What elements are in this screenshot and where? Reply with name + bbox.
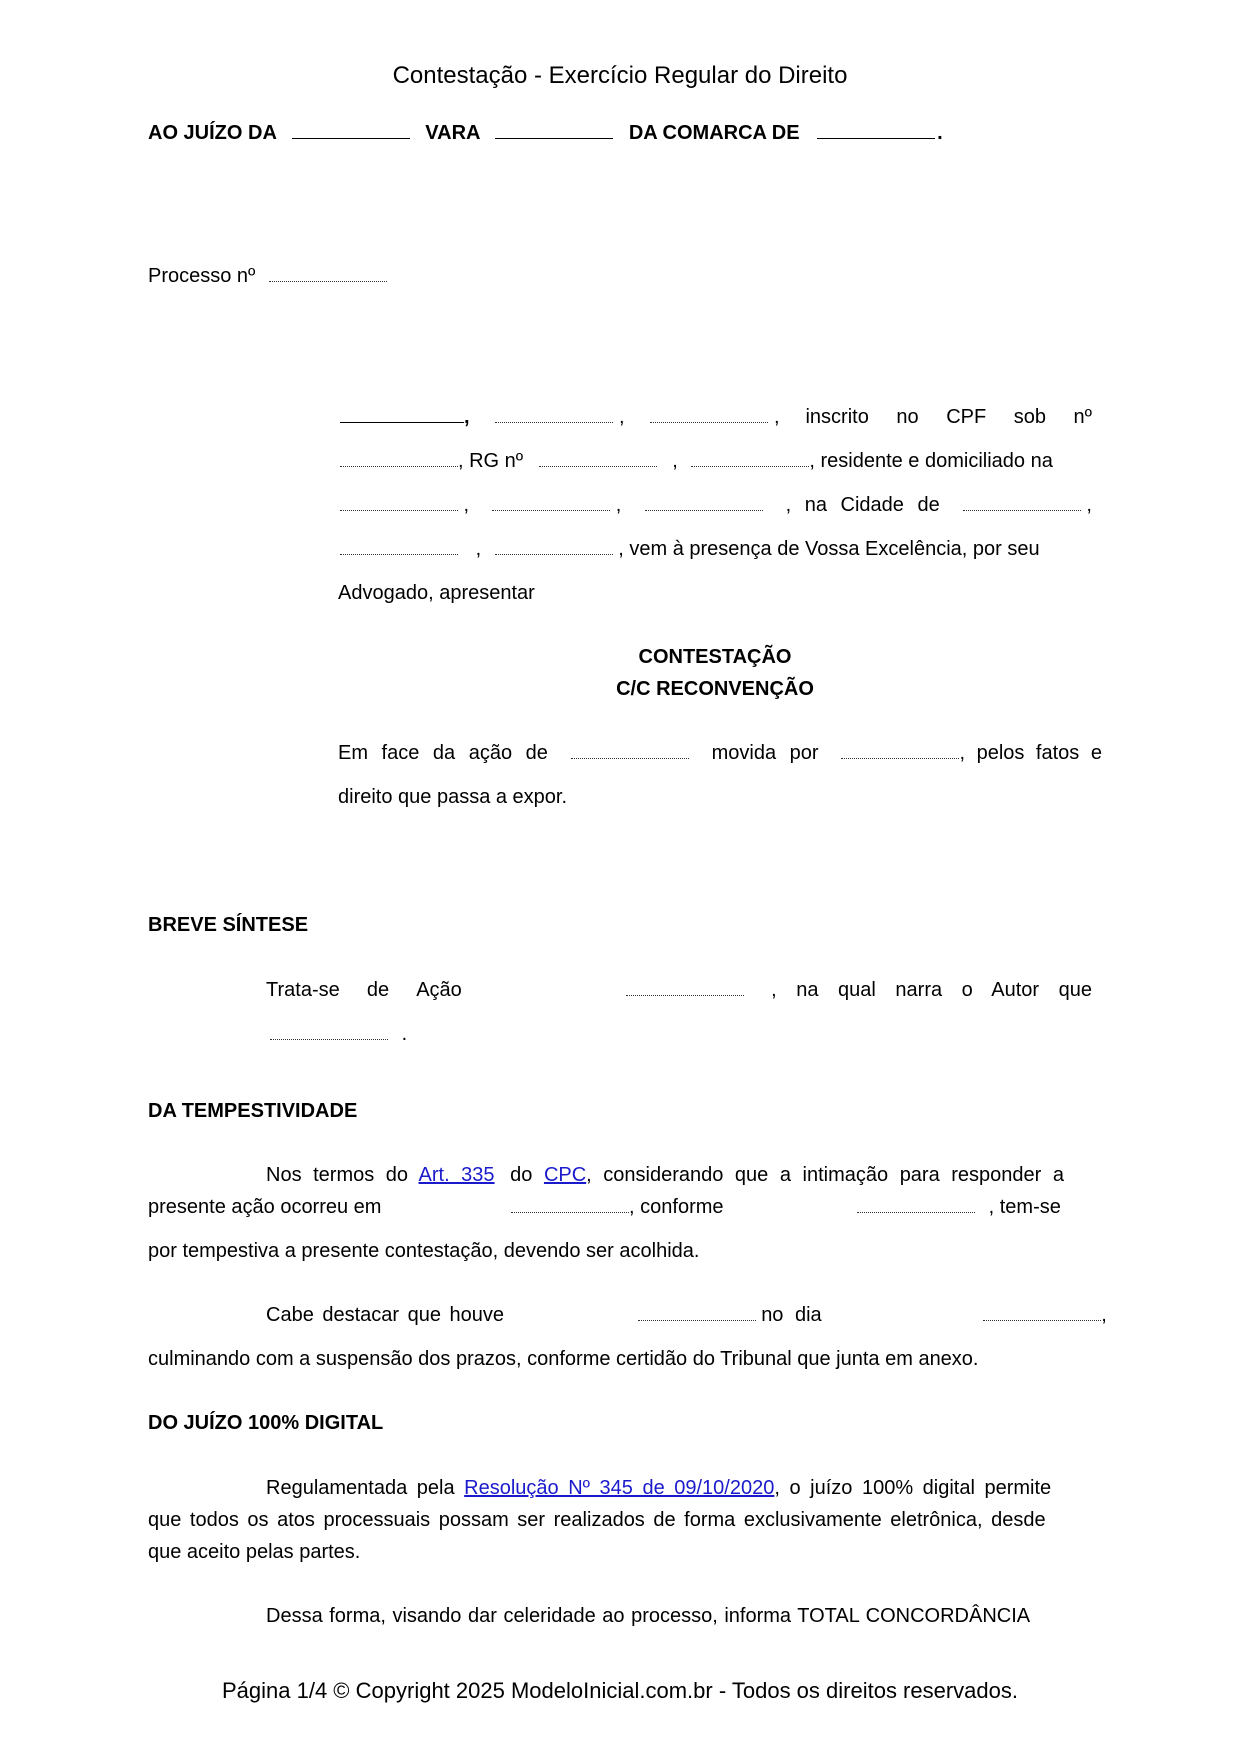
blank-state[interactable] [340,538,458,555]
court-header-vara: VARA [425,122,480,144]
court-header-prefix: AO JUÍZO DA [148,122,277,144]
blank-district[interactable] [645,494,763,511]
tempestividade-text: , tem-se [988,1196,1061,1218]
party-city-label: , na Cidade de [785,494,940,516]
blank-street[interactable] [340,494,458,511]
blank-city[interactable] [963,494,1081,511]
tempestividade-text: , conforme [629,1196,724,1218]
intro-text-3: , pelos fatos e [959,742,1102,764]
juizo-digital-line-3: que aceito pelas partes. [148,1541,361,1563]
link-cpc[interactable]: CPC [543,1164,587,1186]
tempestividade-line-1 [266,1163,1102,1187]
sintese-word: Trata-se [266,979,340,1001]
intro-line-1 [338,741,1102,765]
processo-label: Processo nº [148,265,256,287]
page-footer: Página 1/4 © Copyright 2025 ModeloInicial.com.br - Todos os direitos reservados. [222,1678,1018,1703]
juizo-digital-text: Regulamentada pela [266,1477,455,1499]
court-header [148,122,943,145]
court-header-comarca: DA COMARCA DE [628,122,800,144]
juizo-digital-line-2: que todos os atos processuais possam ser realizados de forma exclusivamente eletrônica, desde [148,1509,1046,1531]
intro-text-2: movida por [711,742,819,764]
sintese-word: Ação [416,979,462,1001]
section-heading-tempestividade: DA TEMPESTIVIDADE [148,1100,358,1122]
blank-number[interactable] [492,494,610,511]
tempestividade-p2-line-2: culminando com a suspensão dos prazos, conforme certidão do Tribunal que junta em anexo. [148,1348,979,1370]
blank-party-name[interactable] [340,406,464,423]
section-heading-juizo-digital: DO JUÍZO 100% DIGITAL [148,1412,384,1434]
tempestividade-line-2 [148,1195,1102,1219]
intro-line-2: direito que passa a expor. [338,786,568,808]
blank-intimation-date[interactable] [511,1196,629,1213]
document-title: Contestação - Exercício Regular do Direito [392,62,848,89]
party-presence-text: , vem à presença de Vossa Excelência, por seu [618,538,1040,560]
intro-text-1: Em face da ação de [338,742,548,764]
party-line-1: , , , inscrito no CPF sob nº [340,405,1092,429]
tempestividade-text: Nos termos do [266,1164,409,1186]
blank-author-claim[interactable] [270,1023,388,1040]
blank-cpf[interactable] [340,450,458,467]
sintese-word: de [366,979,390,1001]
party-line-4: , , vem à presença de Vossa Excelência, por seu [340,537,1092,561]
heading-reconvencao: C/C RECONVENÇÃO [616,678,814,700]
blank-suspension-event[interactable] [638,1304,756,1321]
sintese-line-1 [266,978,1092,1002]
party-line-5: Advogado, apresentar [338,582,535,604]
blank-comarca[interactable] [817,122,935,139]
blank-plaintiff[interactable] [841,742,959,759]
party-rg-label: , RG nº [458,450,524,472]
blank-conforme[interactable] [857,1196,975,1213]
court-header-end: . [937,122,943,144]
blank-civil-status[interactable] [650,406,768,423]
link-art-335[interactable]: Art. 335 [418,1164,495,1186]
juizo-digital-p2-line-1: Dessa forma, visando dar celeridade ao processo, informa TOTAL CONCORDÂNCIA [266,1605,1031,1627]
blank-processo-number[interactable] [269,265,387,282]
sintese-line-2 [270,1022,407,1046]
sintese-end: . [401,1023,408,1045]
sintese-tail: , na qual narra o Autor que [771,979,1092,1001]
heading-contestacao: CONTESTAÇÃO [638,646,792,668]
blank-action-type[interactable] [571,742,689,759]
section-heading-sintese: BREVE SÍNTESE [148,914,309,936]
tempestividade-p2-line-1 [266,1303,1107,1327]
blank-action-name[interactable] [626,979,744,996]
blank-vara-name[interactable] [495,122,613,139]
party-line-2: , RG nº , , residente e domiciliado na [340,449,1092,473]
juizo-digital-text: , o juízo 100% digital permite [774,1477,1052,1499]
tempestividade-text: do [510,1164,533,1186]
link-resolucao-345[interactable]: Resolução Nº 345 de 09/10/2020 [464,1477,775,1499]
blank-nationality[interactable] [495,406,613,423]
tempestividade-line-3: por tempestiva a presente contestação, devendo ser acolhida. [148,1240,700,1262]
party-cpf-label: inscrito no CPF sob nº [805,406,1092,428]
party-address-label: , residente e domiciliado na [809,450,1053,472]
processo-line [148,264,387,288]
juizo-digital-line-1 [266,1476,1102,1500]
blank-profession[interactable] [691,450,809,467]
blank-vara-number[interactable] [292,122,410,139]
tempestividade-text: no dia [761,1304,822,1326]
tempestividade-text: , [1101,1304,1107,1326]
blank-suspension-date[interactable] [983,1304,1101,1321]
tempestividade-text: Cabe destacar que houve [266,1304,505,1326]
blank-rg[interactable] [539,450,657,467]
tempestividade-text: , considerando que a intimação para responder a [586,1164,1065,1186]
party-line-3: , , , na Cidade de , [340,493,1092,517]
blank-cep[interactable] [495,538,613,555]
tempestividade-text: presente ação ocorreu em [148,1196,382,1218]
